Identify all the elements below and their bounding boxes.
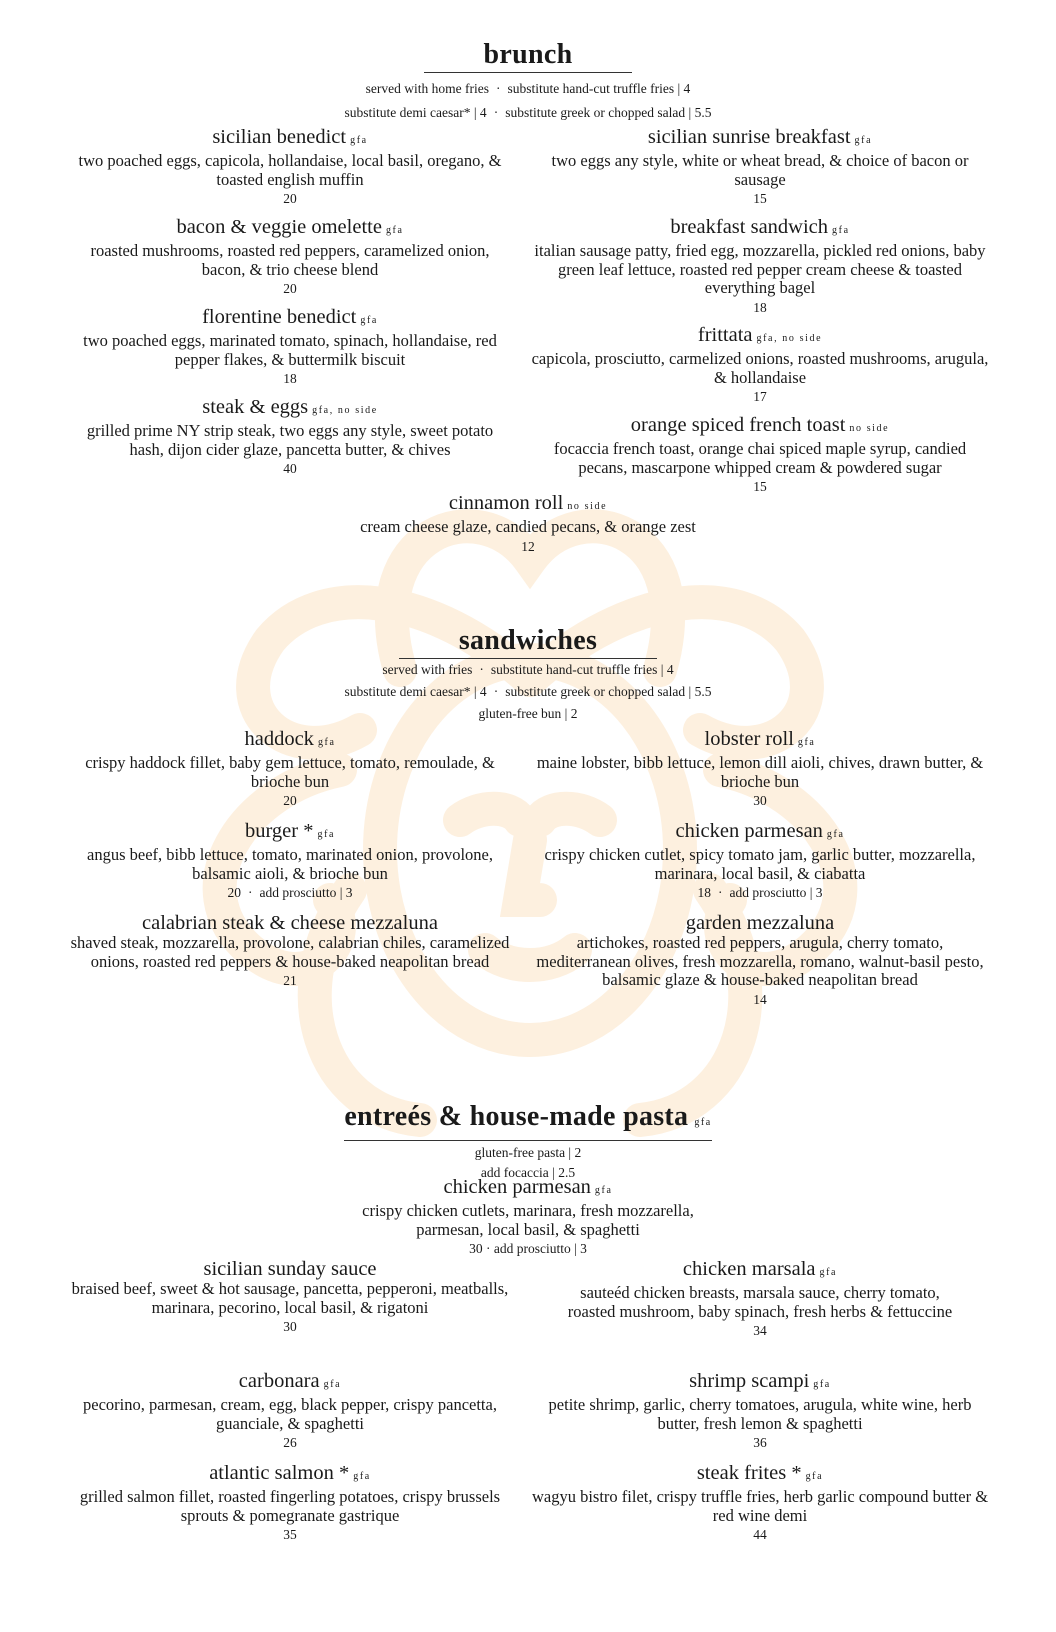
item-price: 15 <box>753 191 767 206</box>
item-price: 17 <box>753 389 767 404</box>
item-description: two poached eggs, marinated tomato, spinach, hollandaise, red pepper flakes, & buttermilk biscuit <box>83 331 497 369</box>
menu-item <box>70 1462 510 1545</box>
item-name: cinnamon roll <box>448 492 564 514</box>
item-description: cream cheese glaze, candied pecans, & orange zest <box>360 517 696 536</box>
menu-item <box>70 1370 510 1453</box>
item-tag: gfa <box>317 829 336 840</box>
item-description: grilled salmon fillet, roasted fingerling potatoes, crispy brussels sprouts & pomegranate gastrique <box>79 1487 501 1525</box>
item-name: steak frites * <box>696 1462 802 1484</box>
menu-item <box>530 820 990 903</box>
item-description: focaccia french toast, orange chai spiced maple syrup, candied pecans, mascarpone whipped cream & powdered sugar <box>553 439 967 477</box>
item-name: frittata <box>697 324 753 346</box>
item-tag: no side <box>849 423 890 434</box>
section-title: sandwiches <box>399 626 657 659</box>
item-description: wagyu bistro filet, crispy truffle fries, herb garlic compound butter & red wine demi <box>531 1487 989 1525</box>
item-price: 35 <box>283 1527 297 1542</box>
item-name: chicken parmesan <box>443 1176 591 1198</box>
section-note: gluten-free bun | 2 <box>478 706 578 721</box>
item-price: 20 <box>283 281 297 296</box>
item-tag: no side <box>567 501 608 512</box>
item-tag: gfa <box>353 1471 371 1482</box>
section-note: substitute demi caesar* | 4 · substitute greek or chopped salad | 5.5 <box>344 684 712 699</box>
item-description: italian sausage patty, fried egg, mozzarella, pickled red onions, baby green leaf lettuce, roasted red pepper cream cheese & toasted everything bagel <box>534 241 986 297</box>
item-name: haddock <box>244 728 314 750</box>
item-description: maine lobster, bibb lettuce, lemon dill aioli, chives, drawn butter, & brioche bun <box>536 753 984 791</box>
item-price: 30 · add prosciutto | 3 <box>469 1241 587 1256</box>
item-name: burger * <box>244 820 314 842</box>
section-note: gluten-free pasta | 2 <box>474 1145 582 1160</box>
item-price: 20 <box>283 793 297 808</box>
menu-item <box>70 306 510 389</box>
item-name: atlantic salmon * <box>209 1462 350 1484</box>
item-description: angus beef, bibb lettuce, tomato, marinated onion, provolone, balsamic aioli, & brioche bun <box>87 845 493 883</box>
item-name: sicilian sunrise breakfast <box>647 126 851 148</box>
item-name: sicilian benedict <box>212 126 347 148</box>
menu-item <box>70 126 510 209</box>
section-note: substitute demi caesar* | 4 · substitute greek or chopped salad | 5.5 <box>344 105 712 120</box>
menu-item <box>70 728 510 811</box>
item-price: 18 <box>283 371 297 386</box>
item-description: crispy chicken cutlets, marinara, fresh mozzarella, parmesan, local basil, & spaghetti <box>362 1201 694 1239</box>
item-name: breakfast sandwich <box>670 216 829 238</box>
item-description: two eggs any style, white or wheat bread, & choice of bacon or sausage <box>551 151 969 189</box>
menu-item <box>250 492 806 557</box>
menu-item <box>530 912 990 1010</box>
item-name: chicken parmesan <box>675 820 823 842</box>
item-tag: gfa <box>317 737 336 748</box>
item-description: grilled prime NY strip steak, two eggs any style, sweet potato hash, dijon cider glaze, pancetta butter, & chives <box>86 421 494 459</box>
menu-item <box>530 216 990 318</box>
item-price: 15 <box>753 479 767 494</box>
menu-item <box>70 396 510 479</box>
item-name: florentine benedict <box>202 306 357 328</box>
item-price: 30 <box>753 793 767 808</box>
item-name: steak & eggs <box>202 396 309 418</box>
menu-item <box>530 728 990 811</box>
item-description: crispy haddock fillet, baby gem lettuce, tomato, remoulade, & brioche bun <box>85 753 495 791</box>
item-price: 14 <box>753 991 767 1007</box>
item-price: 36 <box>753 1435 767 1450</box>
item-description: pecorino, parmesan, cream, egg, black pepper, crispy pancetta, guanciale, & spaghetti <box>83 1395 497 1433</box>
item-price: 34 <box>753 1323 767 1338</box>
section-note: served with fries · substitute hand-cut truffle fries | 4 <box>382 662 674 677</box>
item-price: 18 · add prosciutto | 3 <box>697 885 823 900</box>
item-description: crispy chicken cutlet, spicy tomato jam, garlic butter, mozzarella, marinara, local basil, & ciabatta <box>544 845 976 883</box>
item-name: carbonara <box>238 1370 320 1392</box>
section-title: brunch <box>424 40 633 73</box>
item-description: petite shrimp, garlic, cherry tomatoes, arugula, white wine, herb butter, fresh lemon & spaghetti <box>548 1395 972 1433</box>
item-name: sicilian sunday sauce <box>203 1258 377 1280</box>
entrees-section <box>0 1102 1056 1183</box>
menu-item <box>530 126 990 209</box>
item-tag: gfa <box>832 225 850 236</box>
item-price: 20 · add prosciutto | 3 <box>227 885 353 900</box>
item-tag: gfa <box>819 1267 838 1278</box>
section-note: add focaccia | 2.5 <box>480 1165 576 1180</box>
item-price: 44 <box>753 1527 767 1542</box>
item-tag: gfa <box>805 1471 824 1482</box>
item-price: 21 <box>283 973 297 988</box>
item-name: orange spiced french toast <box>630 414 846 436</box>
item-price: 18 <box>753 299 767 315</box>
item-description: capicola, prosciutto, carmelized onions, roasted mushrooms, arugula, & hollandaise <box>531 349 989 387</box>
item-name: calabrian steak & cheese mezzaluna <box>142 912 438 934</box>
item-tag: gfa, no side <box>756 333 823 344</box>
item-tag: gfa <box>350 135 368 146</box>
item-description: artichokes, roasted red peppers, arugula, cherry tomato, mediterranean olives, fresh mozzarella, romano, walnut-basil pesto, balsamic glaze & house-baked neapolitan bread <box>536 933 984 989</box>
item-name: garden mezzaluna <box>685 912 835 934</box>
item-price: 26 <box>283 1435 297 1450</box>
menu-item <box>530 324 990 407</box>
item-tag: gfa <box>385 225 404 236</box>
item-name: chicken marsala <box>682 1258 816 1280</box>
item-tag: gfa <box>826 829 845 840</box>
brunch-section <box>0 40 1056 125</box>
item-price: 12 <box>521 538 535 554</box>
item-tag: gfa <box>594 1185 613 1196</box>
menu-item <box>70 1258 510 1337</box>
menu-item <box>70 820 510 903</box>
item-name: shrimp scampi <box>689 1370 810 1392</box>
menu-item <box>530 1258 990 1341</box>
item-description: braised beef, sweet & hot sausage, pancetta, pepperoni, meatballs, marinara, pecorino, local basil, & rigatoni <box>71 1279 509 1317</box>
menu-item <box>250 1176 806 1259</box>
item-tag: gfa <box>813 1379 831 1390</box>
menu-item <box>530 1370 990 1453</box>
item-description: sauteéd chicken breasts, marsala sauce, cherry tomato, roasted mushroom, baby spinach, fresh herbs & fettuccine <box>567 1283 953 1321</box>
item-name: bacon & veggie omelette <box>176 216 382 238</box>
item-tag: gfa <box>797 737 816 748</box>
menu-item <box>70 216 510 299</box>
item-description: shaved steak, mozzarella, provolone, calabrian chiles, caramelized onions, roasted red peppers & house-baked neapolitan bread <box>70 933 510 971</box>
item-price: 40 <box>283 461 297 476</box>
section-note: served with home fries · substitute hand-cut truffle fries | 4 <box>365 81 691 96</box>
section-title: entreés & house-made pasta gfa <box>344 1102 711 1141</box>
sandwiches-section <box>0 626 1056 725</box>
item-price: 20 <box>283 191 297 206</box>
menu-item <box>530 414 990 497</box>
menu-item <box>530 1462 990 1545</box>
item-tag: gfa <box>323 1379 342 1390</box>
section-tag: gfa <box>694 1117 712 1128</box>
item-tag: gfa <box>854 135 873 146</box>
item-description: roasted mushrooms, roasted red peppers, caramelized onion, bacon, & trio cheese blend <box>90 241 490 279</box>
item-description: two poached eggs, capicola, hollandaise, local basil, oregano, & toasted english muffin <box>78 151 502 189</box>
item-price: 30 <box>283 1319 297 1334</box>
menu-item <box>70 912 510 991</box>
item-tag: gfa <box>360 315 378 326</box>
item-tag: gfa, no side <box>312 405 378 416</box>
item-name: lobster roll <box>704 728 794 750</box>
